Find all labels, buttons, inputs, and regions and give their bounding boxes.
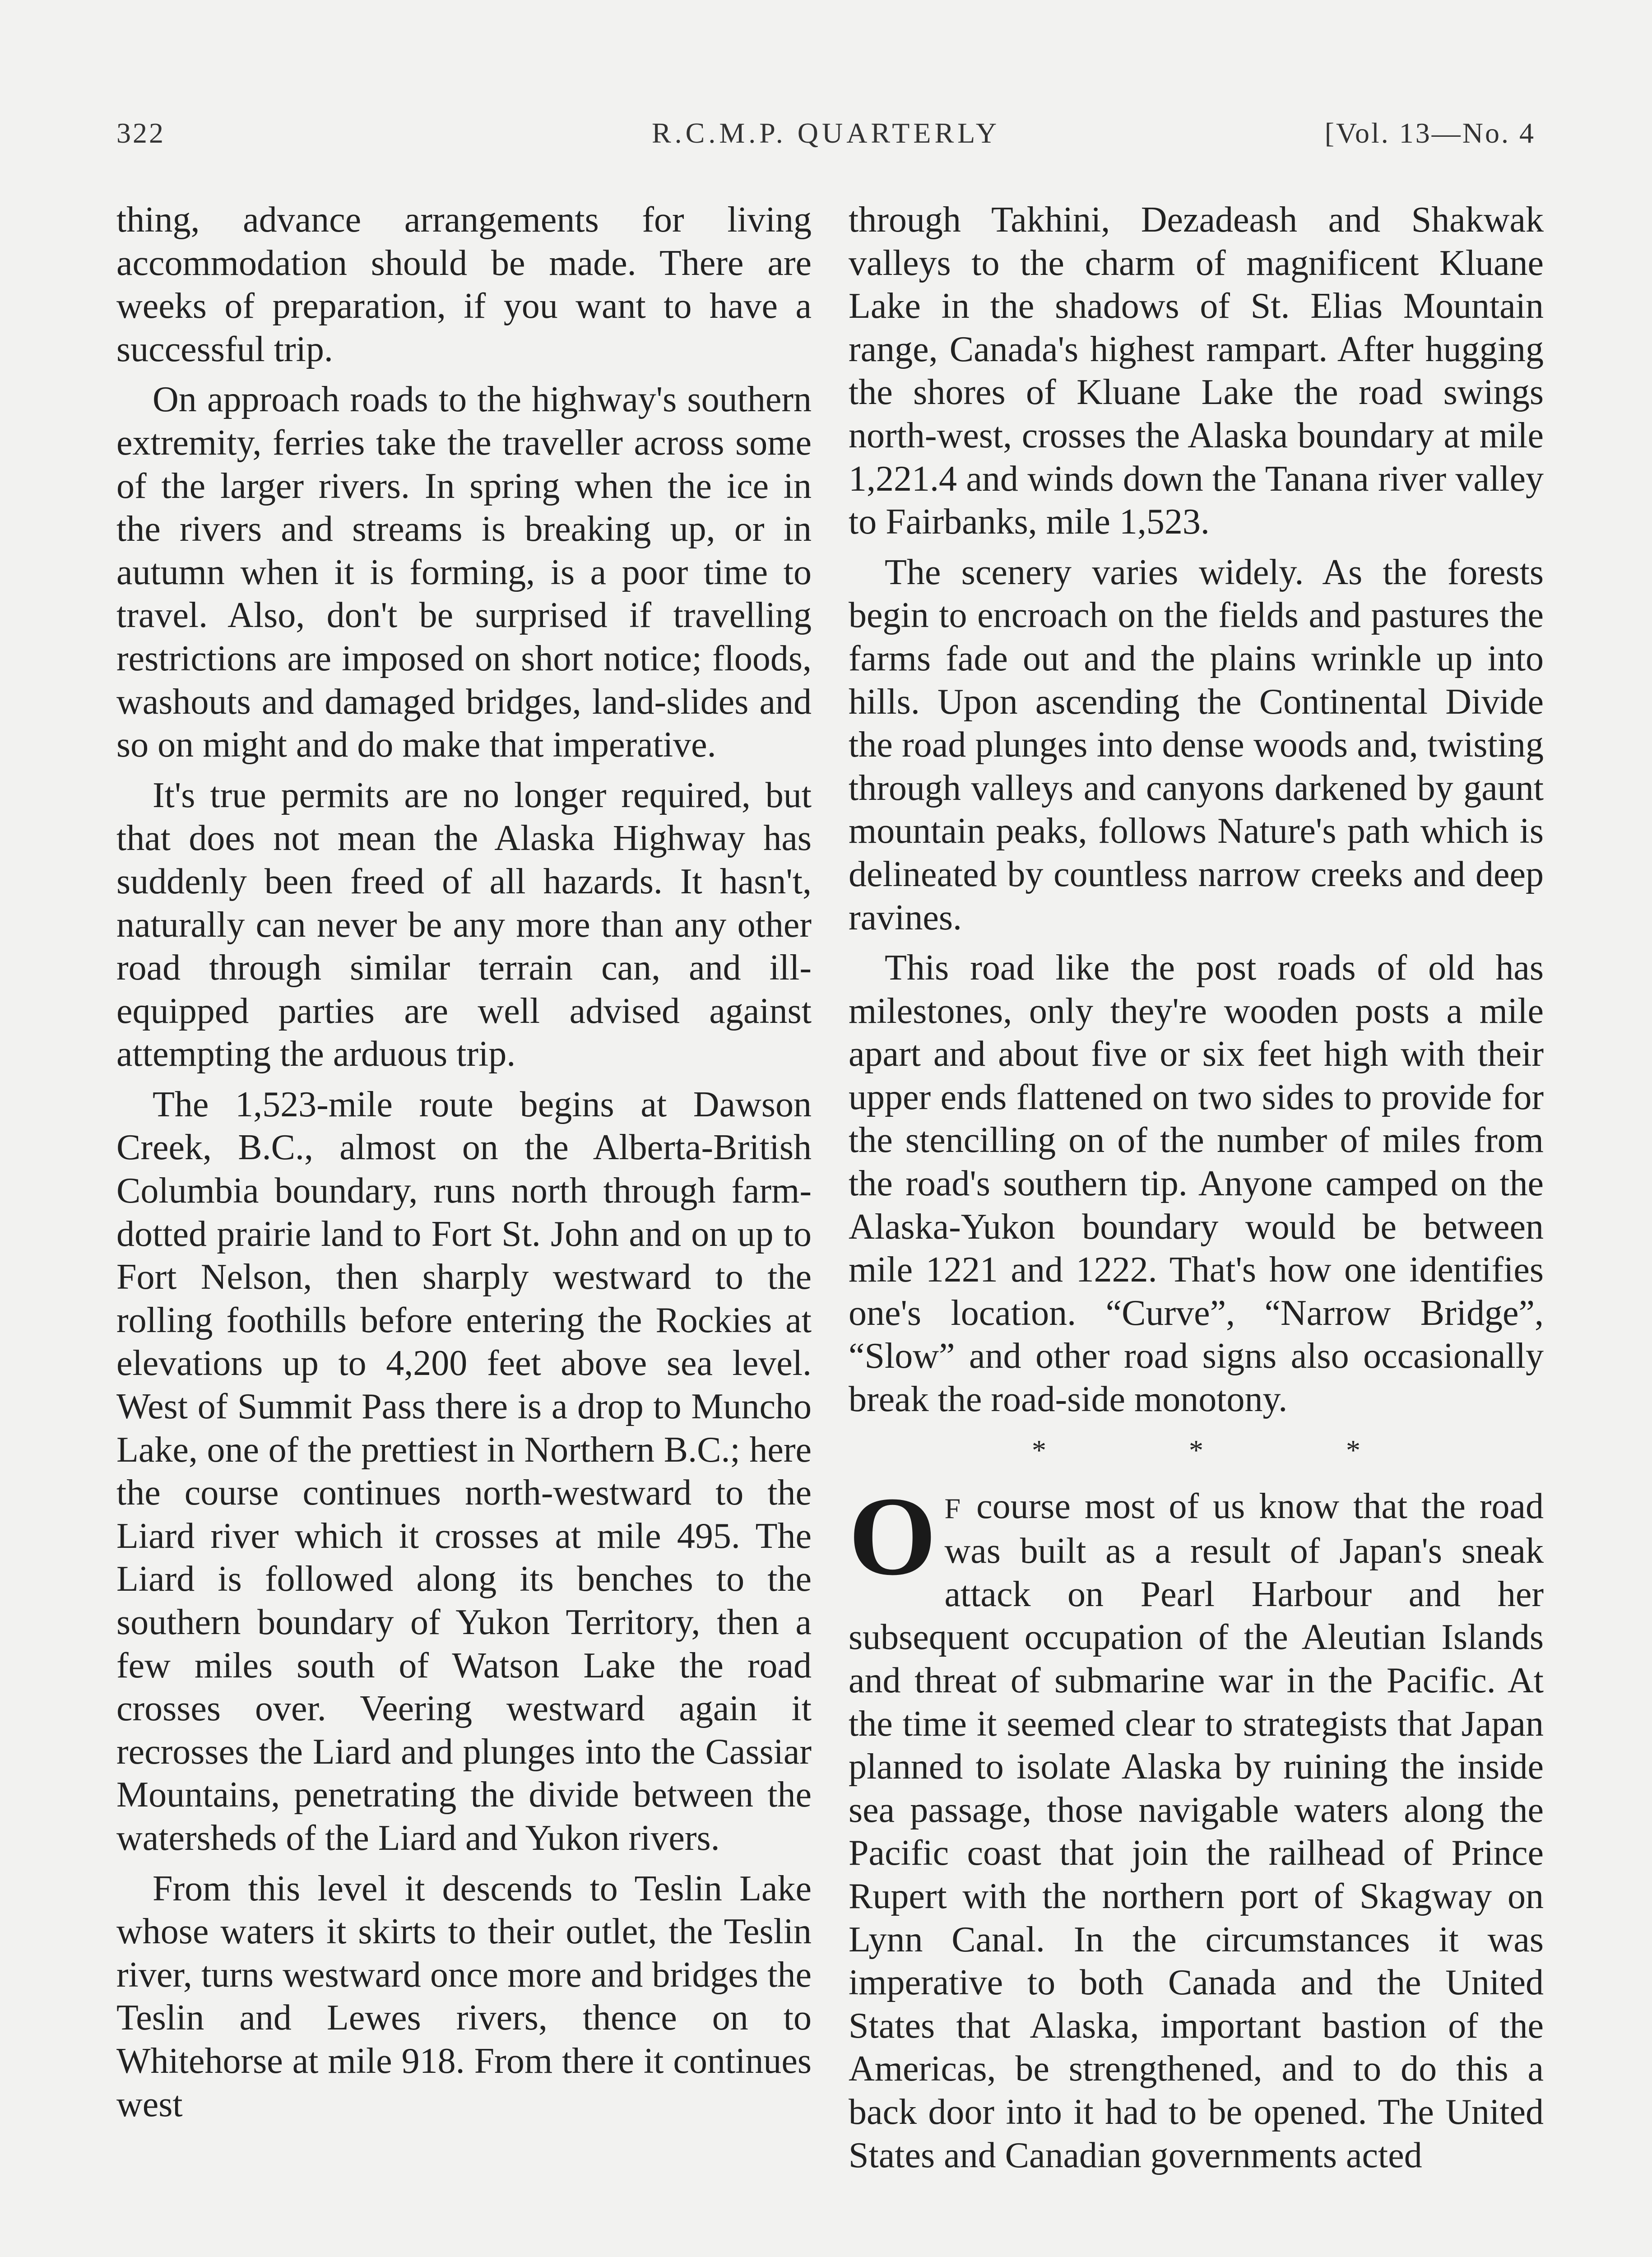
paragraph: From this level it descends to Teslin Lake whose waters it skirts to their outlet, the Teslin river, turns westward once more and bridges the Teslin and Lewes rivers, thence on to Whitehorse at mile 918. From there it continues west bbox=[116, 1868, 812, 2124]
right-column bbox=[849, 199, 1544, 2184]
paragraph: thing, advance arrangements for living accommodation should be made. There are weeks of preparation, if you want to have a successful trip. bbox=[116, 200, 812, 369]
page-header bbox=[116, 116, 1536, 157]
journal-title: R.C.M.P. QUARTERLY bbox=[651, 117, 1001, 149]
volume-issue: [Vol. 13—No. 4 bbox=[1324, 117, 1536, 149]
paragraph: The 1,523-mile route begins at Dawson Creek, B.C., almost on the Alberta-British Columbia boundary, runs north through farm-dotted prairie land to Fort St. John and on up to Fort Nelson, then sharply westward to the rolling foothills before entering the Rockies at elevations up to 4,200 feet above sea level. West of Summit Pass there is a drop to Muncho Lake, one of the prettiest in Northern B.C.; here the course continues north-westward to the Liard river which it crosses at mile 495. The Liard is followed along its benches to the southern boundary of Yukon Territory, then a few miles south of Watson Lake the road crosses over. Veering westward again it recrosses the Liard and plunges into the Cassiar Mountains, penetrating the divide between the watersheds of the Liard and Yukon rivers. bbox=[116, 1084, 812, 1858]
section-divider: * * * bbox=[1032, 1434, 1428, 1466]
left-column bbox=[116, 199, 812, 2133]
drop-cap: O bbox=[849, 1473, 937, 1599]
paragraph: It's true permits are no longer required, but that does not mean the Alaska Highway has suddenly been freed of all hazards. It hasn't, naturally can never be any more than any other road through similar terrain can, and ill-equipped parties are well advised against attempting the arduous trip. bbox=[116, 775, 812, 1074]
paragraph: The scenery varies widely. As the forests begin to encroach on the fields and pastures the farms fade out and the plains wrinkle up into hills. Upon ascending the Continental Divide the road plunges into dense woods and, twisting through valleys and canyons darkened by gaunt mountain peaks, follows Nature's path which is delineated by countless narrow creeks and deep ravines. bbox=[849, 552, 1544, 938]
paragraph: through Takhini, Dezadeash and Shakwak valleys to the charm of magnificent Kluane Lake in the shadows of St. Elias Mountain range, Canada's highest rampart. After hugging the shores of Kluane Lake the road swings north-west, crosses the Alaska boundary at mile 1,221.4 and winds down the Tanana river valley to Fairbanks, mile 1,523. bbox=[849, 200, 1544, 542]
page-number: 322 bbox=[116, 117, 165, 149]
paragraph: On approach roads to the highway's southern extremity, ferries take the traveller across some of the larger rivers. In spring when the ice in the rivers and streams is breaking up, or in autumn when it is forming, is a poor time to travel. Also, don't be surprised if travelling restrictions are imposed on short notice; floods, washouts and damaged bridges, land-slides and so on might and do make that imperative. bbox=[116, 380, 812, 765]
paragraph-text: course most of us know that the road was built as a result of Japan's sneak attack on Pearl Harbour and her subsequent occupation of the Aleutian Islands and threat of submarine war in the Pacific. At the time it seemed clear to strategists that Japan planned to isolate Alaska by ruining the inside sea passage, those navigable waters along the Pacific coast that join the railhead of Prince Rupert with the northern port of Skagway on Lynn Canal. In the circumstances it was imperative to both Canada and the United States that Alaska, important bastion of the Americas, be strengthened, and to do this a back door into it had to be opened. The United States and Canadian governments acted bbox=[849, 1486, 1544, 2175]
paragraph: This road like the post roads of old has milestones, only they're wooden posts a mile apart and about five or six feet high with their upper ends flattened on two sides to provide for the stencilling on of the number of miles from the road's southern tip. Anyone camped on the Alaska-Yukon boundary would be between mile 1221 and 1222. That's how one identifies one's location. “Curve”, “Narrow Bridge”, “Slow” and other road signs also occasionally break the road-side monotony. bbox=[849, 948, 1544, 1420]
small-caps-lead: F bbox=[944, 1492, 963, 1524]
drop-cap-paragraph bbox=[849, 1473, 1544, 2178]
